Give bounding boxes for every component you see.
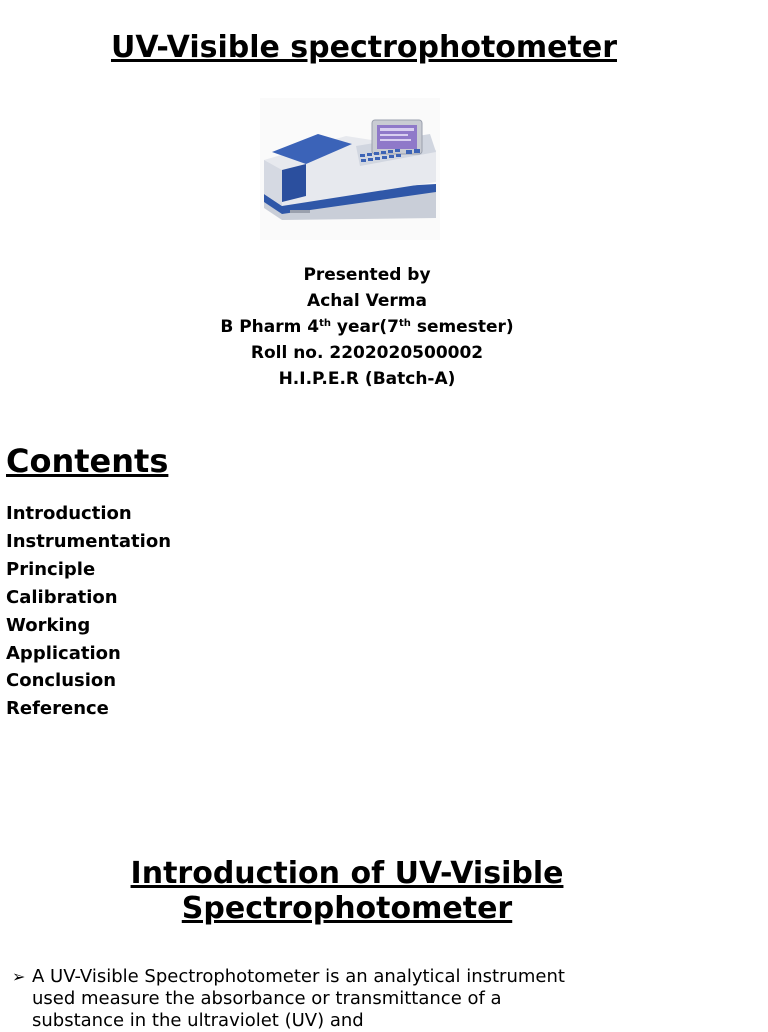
contents-heading: Contents: [6, 442, 169, 480]
presenter-name: Achal Verma: [307, 291, 427, 311]
contents-item-introduction: Introduction: [6, 503, 132, 524]
contents-item-application: Application: [6, 642, 121, 664]
introduction-heading: Introduction of UV-Visible Spectrophotometer: [130, 856, 564, 926]
contents-item-principle: Principle: [6, 558, 96, 580]
contents-list: [6, 500, 171, 723]
presenter-block: [0, 262, 734, 392]
presenter-institute: H.I.P.E.R (Batch-A): [278, 369, 456, 389]
presenter-roll-number: Roll no. 2202020500002: [250, 343, 484, 363]
introduction-bullet-text: A UV-Visible Spectrophotometer is an analytical instrument used measure the absorbance or transmittance of a substance in the ultraviolet (UV) and: [32, 966, 565, 1031]
contents-item-working: Working: [6, 614, 91, 636]
contents-item-instrumentation: Instrumentation: [6, 530, 172, 552]
contents-item-calibration: Calibration: [6, 586, 118, 608]
presenter-course: B Pharm 4th year(7th semester): [220, 317, 514, 337]
contents-item-conclusion: Conclusion: [6, 670, 117, 692]
arrow-bullet-icon: ➢: [12, 967, 26, 986]
contents-item-reference: Reference: [6, 698, 109, 720]
document-title: UV-Visible spectrophotometer: [110, 30, 617, 65]
presented-by-label: Presented by: [303, 265, 431, 285]
spectrophotometer-image: [260, 98, 440, 240]
